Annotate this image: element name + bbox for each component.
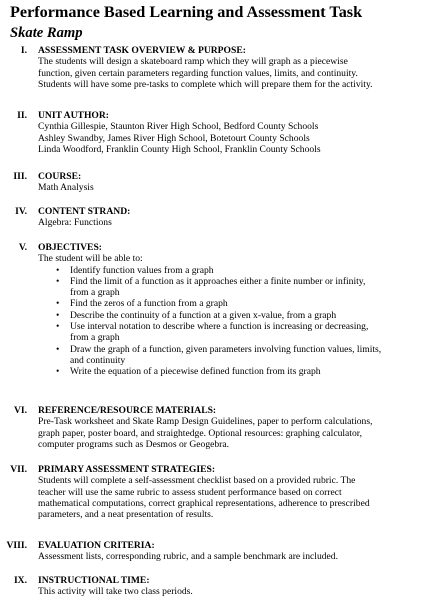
page-title: Performance Based Learning and Assessment Task xyxy=(10,3,363,21)
body-line: Pre-Task worksheet and Skate Ramp Design Guidelines, paper to perform calculations, xyxy=(38,416,373,428)
section-heading: INSTRUCTIONAL TIME: xyxy=(38,575,150,586)
section-heading: ASSESSMENT TASK OVERVIEW & PURPOSE: xyxy=(38,45,246,56)
section-heading: PRIMARY ASSESSMENT STRATEGIES: xyxy=(38,464,216,475)
bullet-icon: • xyxy=(56,309,60,321)
objective-item xyxy=(38,265,418,276)
body-line: Students will complete a self-assessment checklist based on a provided rubric. The xyxy=(38,475,356,487)
body-line: Assessment lists, corresponding rubric, and a sample benchmark are included. xyxy=(38,551,338,563)
section-heading: EVALUATION CRITERIA: xyxy=(38,540,155,551)
objective-line: from a graph xyxy=(70,287,120,299)
bullet-icon: • xyxy=(56,366,60,378)
bullet-icon: • xyxy=(56,264,60,276)
section-numeral: V. xyxy=(18,242,27,253)
objective-item xyxy=(38,298,418,309)
task-title: Skate Ramp xyxy=(10,25,83,41)
objective-item xyxy=(38,310,418,321)
body-line: Math Analysis xyxy=(38,182,94,194)
body-line: mathematical computations, correct graphical representations, adherence to prescribed xyxy=(38,497,370,509)
section-numeral: II. xyxy=(17,110,27,121)
objective-line: and continuity xyxy=(70,354,126,366)
bullet-icon: • xyxy=(56,275,60,287)
section-numeral: IV. xyxy=(15,206,27,217)
objective-line: Write the equation of a piecewise defined function from its graph xyxy=(70,366,321,378)
author-line: Cynthia Gillespie, Staunton River High School, Bedford County Schools xyxy=(38,121,319,133)
objective-item xyxy=(38,366,418,377)
bullet-icon: • xyxy=(56,298,60,310)
author-line: Ashley Swandby, James River High School, Botetourt County Schools xyxy=(38,132,310,144)
objectives-list xyxy=(38,265,418,378)
objective-line: Draw the graph of a function, given parameters involving function values, limits, xyxy=(70,343,382,355)
objective-item xyxy=(38,344,418,367)
objective-item xyxy=(38,276,418,299)
body-line: graph paper, poster board, and straightedge. Optional resources: graphing calculator, xyxy=(38,427,362,439)
section-numeral: I. xyxy=(20,45,27,56)
bullet-icon: • xyxy=(56,321,60,333)
objective-line: Find the zeros of a function from a graph xyxy=(70,298,228,310)
section-numeral: VIII. xyxy=(6,540,27,551)
body-line: parameters, and a neat presentation of results. xyxy=(38,509,214,521)
body-line: Algebra: Functions xyxy=(38,217,112,229)
objective-item xyxy=(38,321,418,344)
bullet-icon: • xyxy=(56,343,60,355)
objective-line: Identify function values from a graph xyxy=(70,264,214,276)
objective-line: Find the limit of a function as it approaches either a finite number or infinity, xyxy=(70,275,366,287)
section-heading: COURSE: xyxy=(38,171,82,182)
section-numeral: III. xyxy=(13,171,27,182)
body-line: The students will design a skateboard ramp which they will graph as a piecewise xyxy=(38,56,348,68)
body-line: teacher will use the same rubric to assess student performance based on correct xyxy=(38,486,342,498)
section-numeral: VI. xyxy=(13,405,27,416)
objective-line: from a graph xyxy=(70,332,120,344)
author-line: Linda Woodford, Franklin County High School, Franklin County Schools xyxy=(38,143,321,155)
objective-line: Describe the continuity of a function at a given x-value, from a graph xyxy=(70,309,337,321)
body-line: Students will have some pre-tasks to complete which will prepare them for the activity. xyxy=(38,78,373,90)
section-heading: REFERENCE/RESOURCE MATERIALS: xyxy=(38,405,217,416)
body-line: function, given certain parameters regarding function values, limits, and continuity. xyxy=(38,67,358,79)
section-numeral: VII. xyxy=(10,464,27,475)
body-line: computer programs such as Desmos or Geogebra. xyxy=(38,438,230,450)
objectives-intro: The student will be able to: xyxy=(38,253,143,265)
section-heading: CONTENT STRAND: xyxy=(38,206,131,217)
section-heading: OBJECTIVES: xyxy=(38,242,102,253)
section-heading: UNIT AUTHOR: xyxy=(38,110,109,121)
objective-line: Use interval notation to describe where a function is increasing or decreasing, xyxy=(70,321,369,333)
section-numeral: IX. xyxy=(13,575,27,586)
body-line: This activity will take two class periods. xyxy=(38,586,193,598)
